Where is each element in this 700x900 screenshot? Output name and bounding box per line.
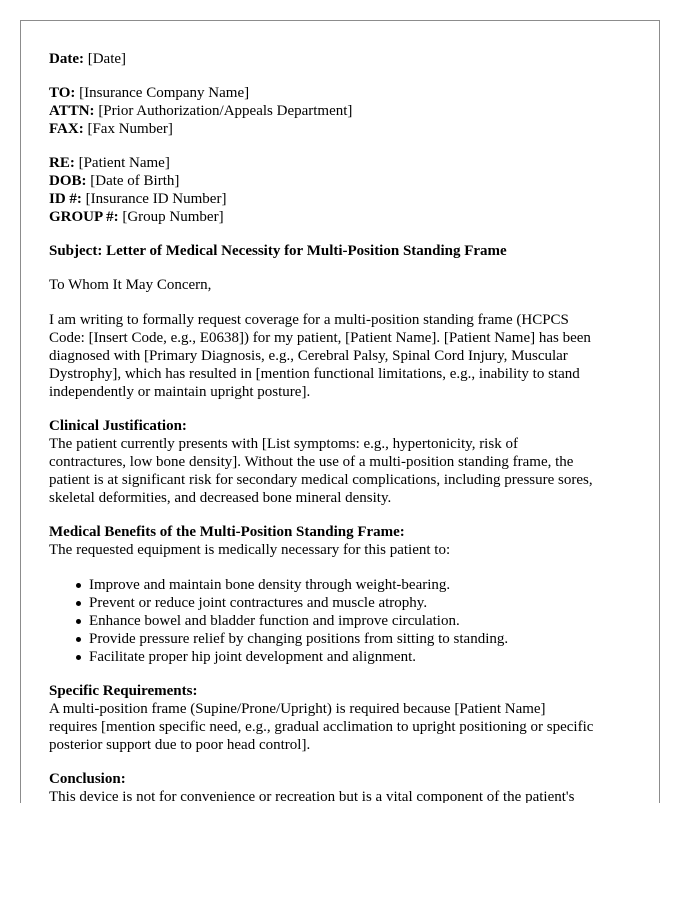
benefits-intro: The requested equipment is medically necessary for this patient to: — [49, 542, 451, 558]
bullet-icon — [76, 619, 81, 624]
fax-value: [Fax Number] — [87, 121, 173, 137]
re-label: RE: — [49, 155, 75, 171]
date-label: Date: — [49, 51, 84, 67]
conclusion-heading: Conclusion: — [49, 771, 126, 787]
clinical-line: contractures, low bone density]. Without the use of a multi-position standing frame, the — [49, 454, 574, 470]
to-value: [Insurance Company Name] — [79, 85, 250, 101]
to-line — [49, 84, 635, 102]
clinical-line: skeletal deformities, and decreased bone mineral density. — [49, 490, 392, 506]
fax-line — [49, 120, 635, 138]
group-value: [Group Number] — [122, 209, 224, 225]
intro-line: I am writing to formally request coverage for a multi-position standing frame (HCPCS — [49, 312, 569, 328]
dob-value: [Date of Birth] — [90, 173, 180, 189]
id-label: ID #: — [49, 191, 82, 207]
patient-block — [49, 154, 635, 226]
requirements-section — [49, 682, 635, 754]
benefits-section — [49, 523, 635, 559]
id-line — [49, 190, 635, 208]
list-item — [71, 630, 635, 648]
list-item-text: Prevent or reduce joint contractures and muscle atrophy. — [89, 595, 428, 611]
salutation: To Whom It May Concern, — [49, 277, 212, 293]
list-item — [71, 576, 635, 594]
clinical-section — [49, 417, 635, 507]
dob-line — [49, 172, 635, 190]
benefits-heading: Medical Benefits of the Multi-Position Standing Frame: — [49, 524, 405, 540]
clinical-heading: Clinical Justification: — [49, 418, 187, 434]
benefits-list — [49, 576, 635, 666]
bullet-icon — [76, 583, 81, 588]
re-line — [49, 154, 635, 172]
clinical-line: patient is at significant risk for secondary medical complications, including pressure sores, — [49, 472, 593, 488]
bullet-icon — [76, 601, 81, 606]
list-item — [71, 594, 635, 612]
subject-line: Subject: Letter of Medical Necessity for Multi-Position Standing Frame — [49, 243, 507, 259]
intro-line: Code: [Insert Code, e.g., E0638]) for my patient, [Patient Name]. [Patient Name] has been — [49, 330, 591, 346]
id-value: [Insurance ID Number] — [85, 191, 227, 207]
list-item-text: Enhance bowel and bladder function and improve circulation. — [89, 613, 460, 629]
attn-value: [Prior Authorization/Appeals Department] — [98, 103, 353, 119]
bullet-icon — [76, 637, 81, 642]
dob-label: DOB: — [49, 173, 87, 189]
benefits-list-block — [49, 576, 635, 666]
requirements-line: A multi-position frame (Supine/Prone/Upright) is required because [Patient Name] — [49, 701, 546, 717]
intro-paragraph — [49, 311, 635, 401]
attn-line — [49, 102, 635, 120]
intro-line: independently or maintain upright posture]. — [49, 384, 311, 400]
recipient-block — [49, 84, 635, 138]
conclusion-line: This device is not for convenience or recreation but is a vital component of the patient's — [49, 789, 575, 803]
list-item-text: Improve and maintain bone density through weight-bearing. — [89, 577, 451, 593]
intro-line: diagnosed with [Primary Diagnosis, e.g., Cerebral Palsy, Spinal Cord Injury, Muscular — [49, 348, 568, 364]
re-value: [Patient Name] — [78, 155, 170, 171]
attn-label: ATTN: — [49, 103, 95, 119]
salutation-block — [49, 276, 635, 294]
conclusion-section — [49, 770, 635, 803]
to-label: TO: — [49, 85, 76, 101]
clinical-line: The patient currently presents with [List symptoms: e.g., hypertonicity, risk of — [49, 436, 518, 452]
letter-content — [49, 50, 635, 803]
fax-label: FAX: — [49, 121, 84, 137]
requirements-heading: Specific Requirements: — [49, 683, 198, 699]
list-item-text: Facilitate proper hip joint development and alignment. — [89, 649, 416, 665]
list-item — [71, 648, 635, 666]
intro-line: Dystrophy], which has resulted in [mention functional limitations, e.g., inability to stand — [49, 366, 580, 382]
header-date — [49, 50, 635, 68]
requirements-line: requires [mention specific need, e.g., gradual acclimation to upright positioning or specific — [49, 719, 594, 735]
letter-page — [20, 20, 660, 803]
date-value: [Date] — [87, 51, 127, 67]
group-line — [49, 208, 635, 226]
date-line — [49, 50, 635, 68]
requirements-line: posterior support due to poor head control]. — [49, 737, 311, 753]
list-item-text: Provide pressure relief by changing positions from sitting to standing. — [89, 631, 509, 647]
list-item — [71, 612, 635, 630]
subject-block — [49, 242, 635, 260]
bullet-icon — [76, 655, 81, 660]
group-label: GROUP #: — [49, 209, 119, 225]
